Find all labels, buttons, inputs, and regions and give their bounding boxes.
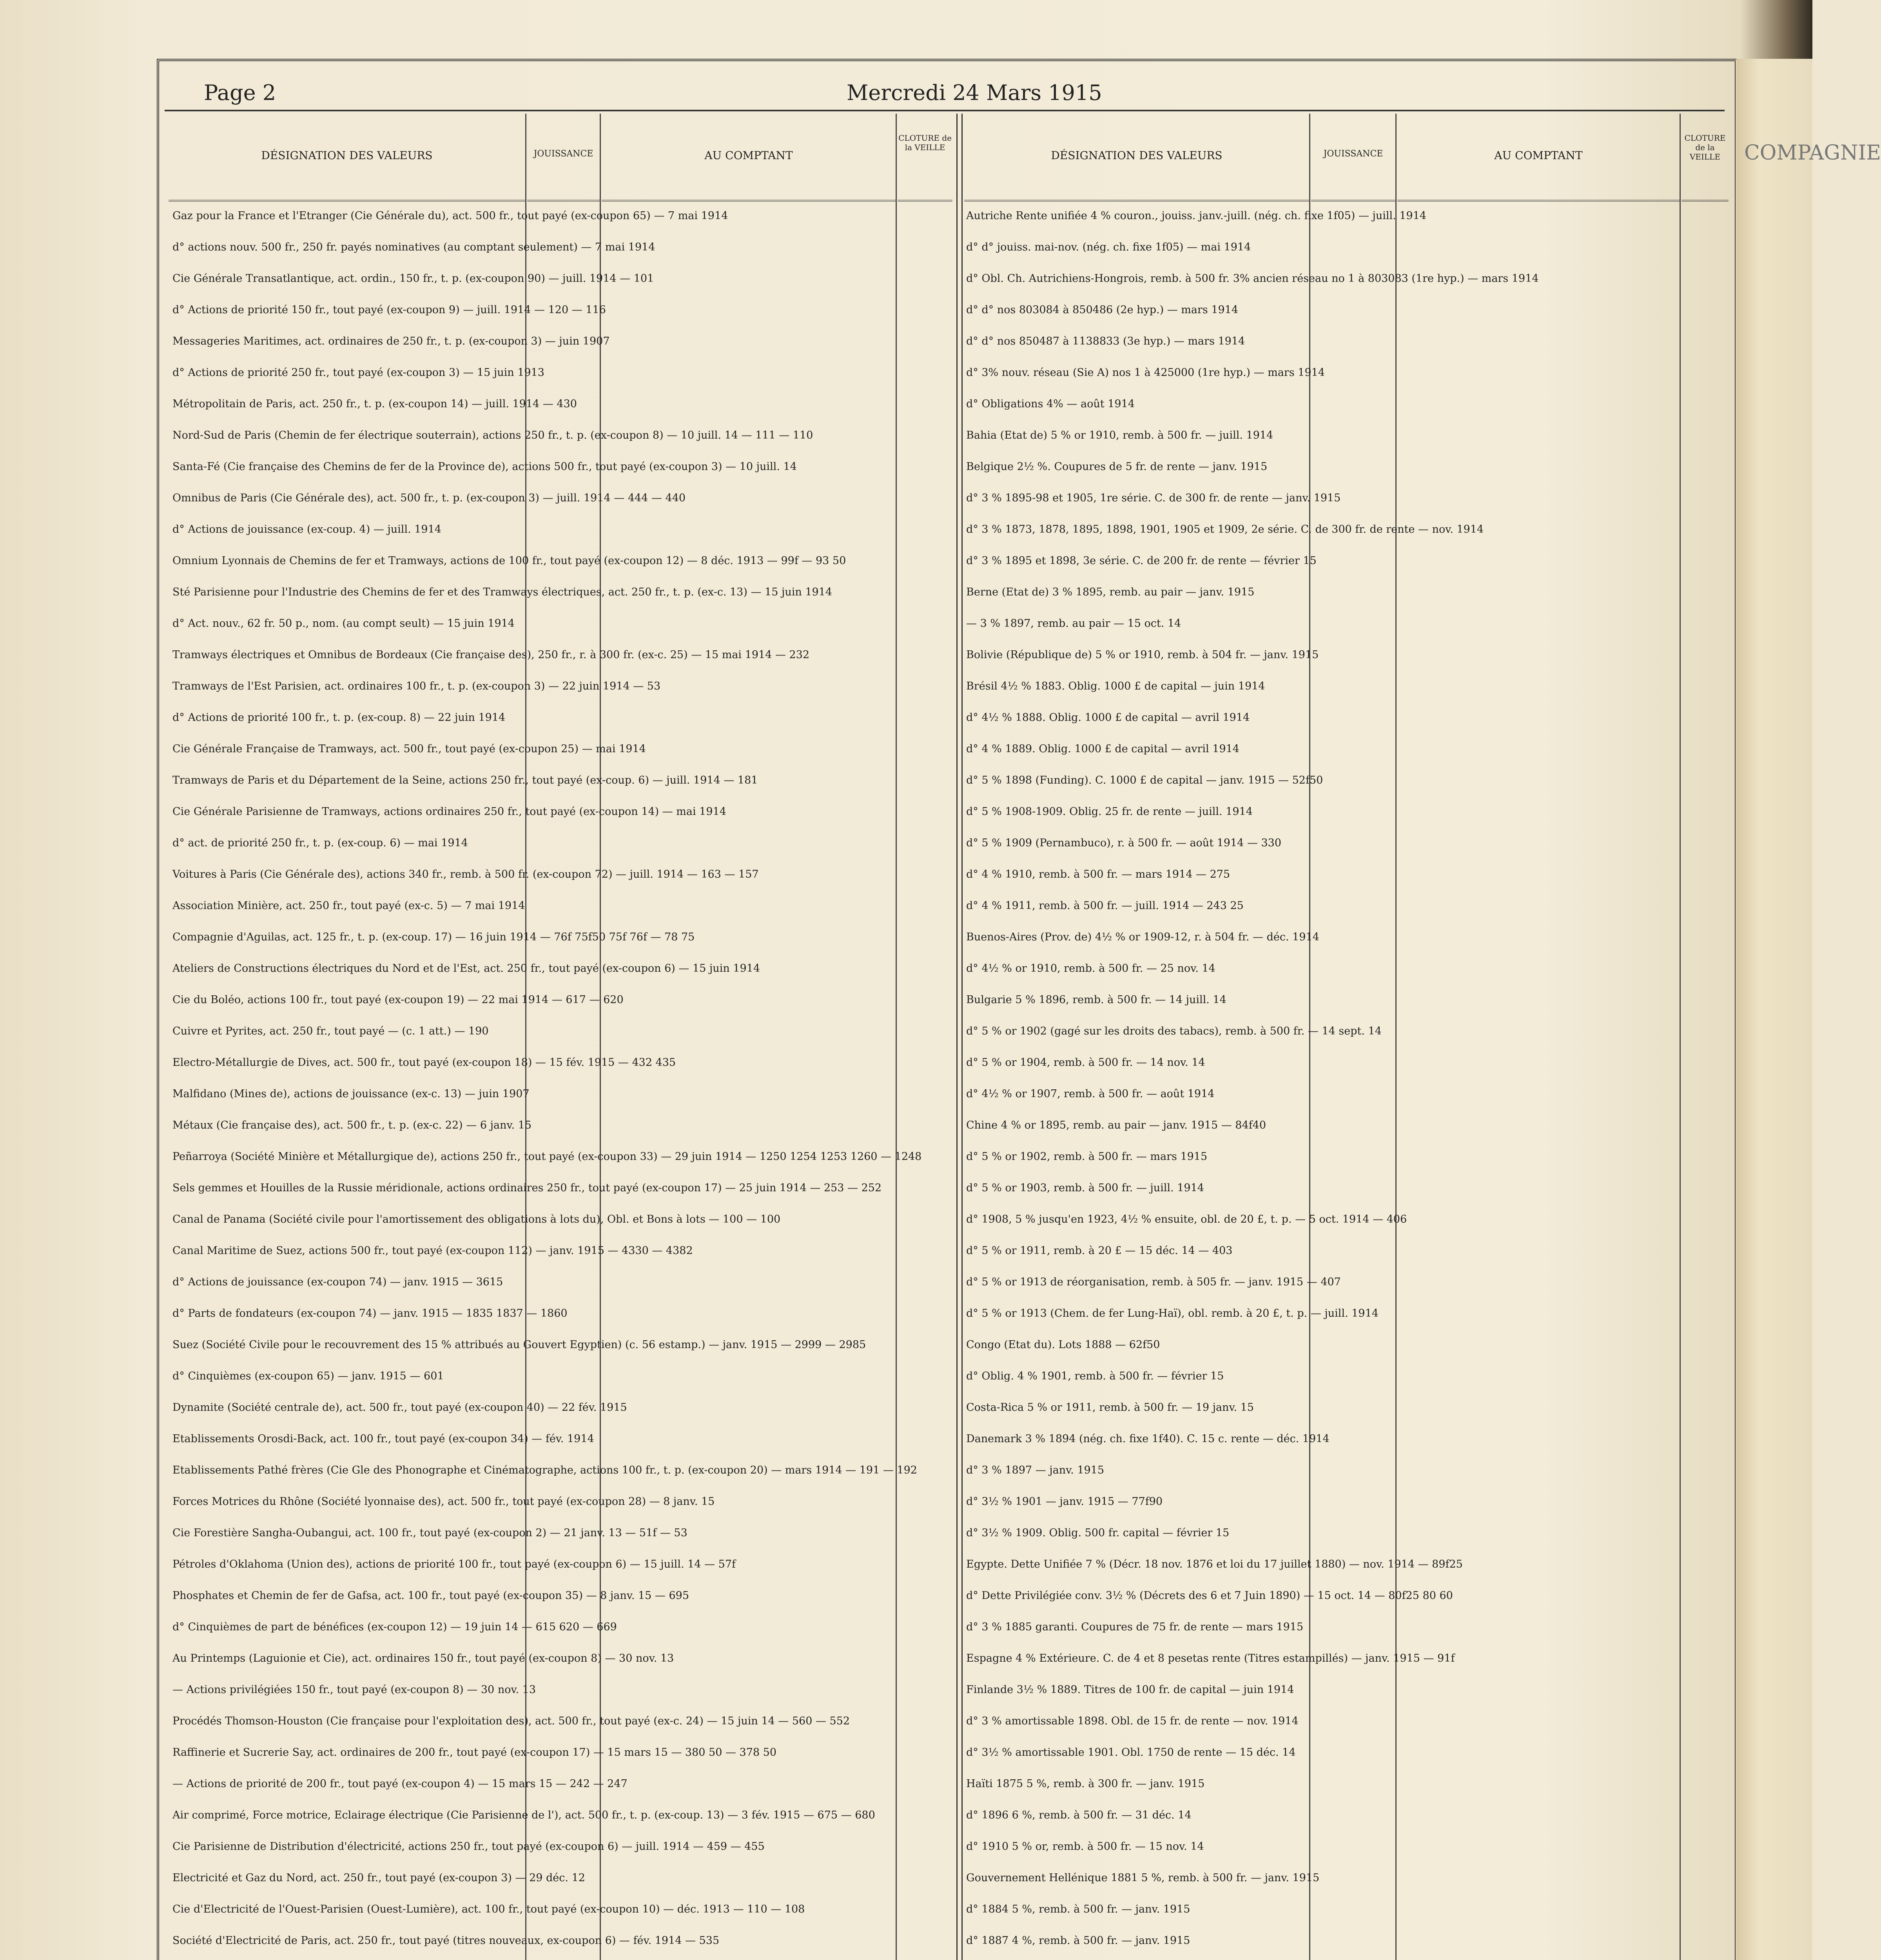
listing-row: d° 4 % 1889. Oblig. 1000 £ de capital — avril 1914 [966, 743, 1239, 755]
listing-row: Association Minière, act. 250 fr., tout payé (ex-c. 5) — 7 mai 1914 [172, 900, 525, 912]
listing-row: d° Obligations 4% — août 1914 [966, 398, 1135, 410]
listing-row: Autriche Rente unifiée 4 % couron., jouiss. janv.-juill. (nég. ch. fixe 1f05) — juill. 1914 [966, 210, 1427, 222]
listing-row: Métropolitain de Paris, act. 250 fr., t. p. (ex-coupon 14) — juill. 1914 — 430 [172, 398, 577, 410]
listing-row: Santa-Fé (Cie française des Chemins de fer de la Province de), actions 500 fr., tout payé (ex-coupon 3) — 10 juill. 14 [172, 461, 797, 473]
listing-row: Au Printemps (Laguionie et Cie), act. ordinaires 150 fr., tout payé (ex-coupon 8) — 30 nov. 13 [172, 1652, 674, 1664]
listing-row: Procédés Thomson-Houston (Cie française pour l'exploitation des), act. 500 fr., tout payé (ex-c. 24) — 15 juin 14 — 560 — 552 [172, 1715, 850, 1727]
listing-row: d° actions nouv. 500 fr., 250 fr. payés nominatives (au comptant seulement) — 7 mai 1914 [172, 241, 655, 253]
listing-row: d° d° nos 850487 à 1138833 (3e hyp.) — mars 1914 [966, 335, 1245, 347]
listing-row: d° 3½ % 1909. Oblig. 500 fr. capital — février 15 [966, 1527, 1230, 1539]
adjacent-page-edge [1736, 59, 1881, 1960]
listing-row: Bolivie (République de) 5 % or 1910, remb. à 504 fr. — janv. 1915 [966, 649, 1319, 661]
right-listing [966, 208, 1723, 1960]
listing-row: d° 5 % 1898 (Funding). C. 1000 £ de capital — janv. 1915 — 52f50 [966, 774, 1323, 786]
page-header [165, 78, 1725, 111]
listing-row: Berne (Etat de) 3 % 1895, remb. au pair — janv. 1915 [966, 586, 1255, 598]
listing-row: d° Oblig. 4 % 1901, remb. à 500 fr. — février 15 [966, 1370, 1224, 1382]
listing-row: Egypte. Dette Unifiée 7 % (Décr. 18 nov. 1876 et loi du 17 juillet 1880) — nov. 1914 — 89f25 [966, 1558, 1463, 1570]
listing-row: d° Act. nouv., 62 fr. 50 p., nom. (au compt seult) — 15 juin 1914 [172, 617, 515, 630]
listing-row: Tramways de l'Est Parisien, act. ordinaires 100 fr., t. p. (ex-coupon 3) — 22 juin 1914 — 53 [172, 680, 661, 692]
listing-row: Canal de Panama (Société civile pour l'amortissement des obligations à lots du), Obl. et Bons à lots — 100 — 100 [172, 1213, 781, 1225]
listing-row: d° d° jouiss. mai-nov. (nég. ch. fixe 1f05) — mai 1914 [966, 241, 1251, 253]
listing-row: Cie Générale Française de Tramways, act. 500 fr., tout payé (ex-coupon 25) — mai 1914 [172, 743, 646, 755]
listing-row: d° 1887 4 %, remb. à 500 fr. — janv. 1915 [966, 1935, 1190, 1947]
listing-row: Forces Motrices du Rhône (Société lyonnaise des), act. 500 fr., tout payé (ex-coupon 28) — 8 janv. 15 [172, 1495, 715, 1508]
listing-row: — Actions privilégiées 150 fr., tout payé (ex-coupon 8) — 30 nov. 13 [172, 1684, 536, 1696]
adjacent-page-title: COMPAGNIE [1744, 141, 1881, 165]
issue-date: Mercredi 24 Mars 1915 [847, 80, 1102, 105]
listing-row: d° 1896 6 %, remb. à 500 fr. — 31 déc. 14 [966, 1809, 1192, 1821]
listing-row: Cuivre et Pyrites, act. 250 fr., tout payé — (c. 1 att.) — 190 [172, 1025, 489, 1037]
listing-row: Peñarroya (Société Minière et Métallurgique de), actions 250 fr., tout payé (ex-coupon 33) — 29 juin 1914 — 1250 1254 1253 1260 — 1248 [172, 1151, 922, 1163]
listing-row: Ateliers de Constructions électriques du Nord et de l'Est, act. 250 fr., tout payé (ex-coupon 6) — 15 juin 1914 [172, 962, 760, 975]
listing-row: Cie Parisienne de Distribution d'électricité, actions 250 fr., tout payé (ex-coupon 6) — juill. 1914 — 459 — 455 [172, 1840, 765, 1853]
listing-row: d° 5 % or 1902, remb. à 500 fr. — mars 1915 [966, 1151, 1208, 1163]
listing-row: Etablissements Pathé frères (Cie Gle des Phonographe et Cinématographe, actions 100 fr., t. p. (ex-coupon 20) — mars 1914 — 191 — 192 [172, 1464, 917, 1476]
listing-row: d° 5 % or 1911, remb. à 20 £ — 15 déc. 14 — 403 [966, 1245, 1233, 1257]
listing-row: d° 5 % 1909 (Pernambuco), r. à 500 fr. — août 1914 — 330 [966, 837, 1282, 849]
listing-row: Cie Forestière Sangha-Oubangui, act. 100 fr., tout payé (ex-coupon 2) — 21 janv. 13 — 51f — 53 [172, 1527, 687, 1539]
listing-row: Cie du Boléo, actions 100 fr., tout payé (ex-coupon 19) — 22 mai 1914 — 617 — 620 [172, 994, 624, 1006]
listing-row: Belgique 2½ %. Coupures de 5 fr. de rente — janv. 1915 [966, 461, 1268, 473]
listing-row: Suez (Société Civile pour le recouvrement des 15 % attribués au Gouvert Egyptien) (c. 56 estamp.) — janv. 1915 — 2999 — 2985 [172, 1339, 866, 1351]
listing-row: Société d'Electricité de Paris, act. 250 fr., tout payé (titres nouveaux, ex-coupon 6) — fév. 1914 — 535 [172, 1935, 720, 1947]
right-col-comptant: AU COMPTANT [1397, 114, 1680, 201]
left-col-cloture: CLOTURE de la VEILLE [898, 114, 952, 201]
listing-row: Air comprimé, Force motrice, Eclairage électrique (Cie Parisienne de l'), act. 500 fr., t. p. (ex-coup. 13) — 3 fév. 1915 — 675 — 680 [172, 1809, 875, 1821]
listing-row: d° 3 % 1873, 1878, 1895, 1898, 1901, 1905 et 1909, 2e série. C. de 300 fr. de rente — nov. 1914 [966, 523, 1484, 535]
listing-row: d° 5 % or 1902 (gagé sur les droits des tabacs), remb. à 500 fr. — 14 sept. 14 [966, 1025, 1382, 1037]
left-col-comptant: AU COMPTANT [602, 114, 896, 201]
listing-row: d° 5 % or 1913 de réorganisation, remb. à 505 fr. — janv. 1915 — 407 [966, 1276, 1341, 1288]
listing-row: Bulgarie 5 % 1896, remb. à 500 fr. — 14 juill. 14 [966, 994, 1226, 1006]
listing-row: Cie d'Electricité de l'Ouest-Parisien (Ouest-Lumière), act. 100 fr., tout payé (ex-coupon 10) — déc. 1913 — 110 — 108 [172, 1903, 805, 1915]
listing-row: Sels gemmes et Houilles de la Russie méridionale, actions ordinaires 250 fr., tout payé (ex-coupon 17) — 25 juin 1914 — 253 — 252 [172, 1182, 882, 1194]
listing-row: Tramways électriques et Omnibus de Bordeaux (Cie française des), 250 fr., r. à 300 fr. (ex-c. 25) — 15 mai 1914 — 232 [172, 649, 810, 661]
listing-row: Gaz pour la France et l'Etranger (Cie Générale du), act. 500 fr., tout payé (ex-coupon 65) — 7 mai 1914 [172, 210, 728, 222]
listing-row: d° Obl. Ch. Autrichiens-Hongrois, remb. à 500 fr. 3% ancien réseau no 1 à 803083 (1re hyp.) — mars 1914 [966, 272, 1539, 285]
left-col-jouissance: JOUISSANCE [527, 114, 600, 201]
listing-row: d° 5 % or 1903, remb. à 500 fr. — juill. 1914 [966, 1182, 1204, 1194]
listing-row: d° 4½ % or 1910, remb. à 500 fr. — 25 nov. 14 [966, 962, 1215, 975]
listing-row: d° 3 % amortissable 1898. Obl. de 15 fr. de rente — nov. 1914 [966, 1715, 1299, 1727]
listing-row: Sté Parisienne pour l'Industrie des Chemins de fer et des Tramways électriques, act. 250 fr., t. p. (ex-c. 13) — 15 juin 1914 [172, 586, 833, 598]
listing-row: Danemark 3 % 1894 (nég. ch. fixe 1f40). C. 15 c. rente — déc. 1914 [966, 1433, 1330, 1445]
listing-row: Omnium Lyonnais de Chemins de fer et Tramways, actions de 100 fr., tout payé (ex-coupon 12) — 8 déc. 1913 — 99f — 93 50 [172, 555, 846, 567]
listing-row: Omnibus de Paris (Cie Générale des), act. 500 fr., t. p. (ex-coupon 3) — juill. 1914 — 444 — 440 [172, 492, 686, 504]
listing-row: d° act. de priorité 250 fr., t. p. (ex-coup. 6) — mai 1914 [172, 837, 468, 849]
listing-row: Phosphates et Chemin de fer de Gafsa, act. 100 fr., tout payé (ex-coupon 35) — 8 janv. 15 — 695 [172, 1590, 689, 1602]
listing-row: d° Actions de priorité 250 fr., tout payé (ex-coupon 3) — 15 juin 1913 [172, 367, 544, 379]
listing-row: Bahia (Etat de) 5 % or 1910, remb. à 500 fr. — juill. 1914 [966, 429, 1273, 441]
listing-row: d° 3% nouv. réseau (Sie A) nos 1 à 425000 (1re hyp.) — mars 1914 [966, 367, 1325, 379]
listing-row: d° 3 % 1897 — janv. 1915 [966, 1464, 1105, 1476]
listing-row: Tramways de Paris et du Département de la Seine, actions 250 fr., tout payé (ex-coup. 6) — juill. 1914 — 181 [172, 774, 758, 786]
left-listing [172, 208, 949, 1960]
listing-row: d° Actions de jouissance (ex-coupon 74) — janv. 1915 — 3615 [172, 1276, 503, 1288]
listing-row: d° 3½ % amortissable 1901. Obl. 1750 de rente — 15 déc. 14 [966, 1746, 1296, 1759]
listing-row: Brésil 4½ % 1883. Oblig. 1000 £ de capital — juin 1914 [966, 680, 1265, 692]
listing-row: Etablissements Orosdi-Back, act. 100 fr., tout payé (ex-coupon 34) — fév. 1914 [172, 1433, 594, 1445]
listing-row: Messageries Maritimes, act. ordinaires de 250 fr., t. p. (ex-coupon 3) — juin 1907 [172, 335, 610, 347]
listing-row: d° 1884 5 %, remb. à 500 fr. — janv. 1915 [966, 1903, 1190, 1915]
listing-row: Cie Générale Parisienne de Tramways, actions ordinaires 250 fr., tout payé (ex-coupon 14) — mai 1914 [172, 806, 726, 818]
listing-row: Finlande 3½ % 1889. Titres de 100 fr. de capital — juin 1914 [966, 1684, 1294, 1696]
listing-row: Electro-Métallurgie de Dives, act. 500 fr., tout payé (ex-coupon 18) — 15 fév. 1915 — 432 435 [172, 1056, 676, 1069]
listing-row: d° Actions de priorité 100 fr., t. p. (ex-coup. 8) — 22 juin 1914 [172, 711, 506, 724]
listing-row: Costa-Rica 5 % or 1911, remb. à 500 fr. — 19 janv. 15 [966, 1401, 1254, 1414]
listing-row: d° Cinquièmes (ex-coupon 65) — janv. 1915 — 601 [172, 1370, 444, 1382]
listing-row: d° 5 % or 1913 (Chem. de fer Lung-Haï), obl. remb. à 20 £, t. p. — juill. 1914 [966, 1307, 1379, 1319]
left-col-designation: DÉSIGNATION DES VALEURS [169, 114, 525, 201]
listing-row: Malfidano (Mines de), actions de jouissance (ex-c. 13) — juin 1907 [172, 1088, 530, 1100]
listing-row: d° Dette Privilégiée conv. 3½ % (Décrets des 6 et 7 Juin 1890) — 15 oct. 14 — 80f25 80 60 [966, 1590, 1453, 1602]
listing-row: d° Actions de priorité 150 fr., tout payé (ex-coupon 9) — juill. 1914 — 120 — 116 [172, 304, 606, 316]
listing-row: d° Cinquièmes de part de bénéfices (ex-coupon 12) — 19 juin 14 — 615 620 — 669 [172, 1621, 617, 1633]
listing-row: d° 5 % or 1904, remb. à 500 fr. — 14 nov. 14 [966, 1056, 1205, 1069]
listing-row: — 3 % 1897, remb. au pair — 15 oct. 14 [966, 617, 1181, 630]
listing-row: Congo (Etat du). Lots 1888 — 62f50 [966, 1339, 1160, 1351]
listing-row: d° 3 % 1885 garanti. Coupures de 75 fr. de rente — mars 1915 [966, 1621, 1304, 1633]
listing-row: Cie Générale Transatlantique, act. ordin., 150 fr., t. p. (ex-coupon 90) — juill. 1914 — 101 [172, 272, 654, 285]
right-col-jouissance: JOUISSANCE [1311, 114, 1395, 201]
right-col-cloture: CLOTURE de la VEILLE [1681, 114, 1729, 201]
listing-row: Métaux (Cie française des), act. 500 fr., t. p. (ex-c. 22) — 6 janv. 15 [172, 1119, 532, 1131]
listing-row: d° 4½ % or 1907, remb. à 500 fr. — août 1914 [966, 1088, 1215, 1100]
listing-row: Chine 4 % or 1895, remb. au pair — janv. 1915 — 84f40 [966, 1119, 1266, 1131]
page-number: Page 2 [204, 80, 276, 105]
listing-row: d° 4 % 1910, remb. à 500 fr. — mars 1914 — 275 [966, 868, 1230, 880]
listing-row: d° Parts de fondateurs (ex-coupon 74) — janv. 1915 — 1835 1837 — 1860 [172, 1307, 568, 1319]
listing-row: Compagnie d'Aguilas, act. 125 fr., t. p. (ex-coup. 17) — 16 juin 1914 — 76f 75f50 75f 76f — 78 75 [172, 931, 695, 943]
listing-row: Espagne 4 % Extérieure. C. de 4 et 8 pesetas rente (Titres estampillés) — janv. 1915 — 91f [966, 1652, 1455, 1664]
listing-row: Electricité et Gaz du Nord, act. 250 fr., tout payé (ex-coupon 3) — 29 déc. 12 [172, 1872, 585, 1884]
listing-row: Gouvernement Hellénique 1881 5 %, remb. à 500 fr. — janv. 1915 [966, 1872, 1320, 1884]
listing-row: d° 1908, 5 % jusqu'en 1923, 4½ % ensuite, obl. de 20 £, t. p. — 5 oct. 1914 — 406 [966, 1213, 1407, 1225]
listing-row: d° d° nos 803084 à 850486 (2e hyp.) — mars 1914 [966, 304, 1239, 316]
listing-row: d° 3½ % 1901 — janv. 1915 — 77f90 [966, 1495, 1163, 1508]
listing-row: Pétroles d'Oklahoma (Union des), actions de priorité 100 fr., tout payé (ex-coupon 6) — 15 juill. 14 — 57f [172, 1558, 736, 1570]
listing-row: d° 3 % 1895 et 1898, 3e série. C. de 200 fr. de rente — février 15 [966, 555, 1317, 567]
listing-row: Dynamite (Société centrale de), act. 500 fr., tout payé (ex-coupon 40) — 22 fév. 1915 [172, 1401, 627, 1414]
right-col-designation: DÉSIGNATION DES VALEURS [964, 114, 1309, 201]
listing-row: Buenos-Aires (Prov. de) 4½ % or 1909-12, r. à 504 fr. — déc. 1914 [966, 931, 1319, 943]
column-separator [956, 114, 963, 1960]
listing-row: d° Actions de jouissance (ex-coup. 4) — juill. 1914 [172, 523, 441, 535]
listing-row: Haïti 1875 5 %, remb. à 300 fr. — janv. 1915 [966, 1778, 1205, 1790]
listing-row: Voitures à Paris (Cie Générale des), actions 340 fr., remb. à 500 fr. (ex-coupon 72) — juill. 1914 — 163 — 157 [172, 868, 759, 880]
listing-row: Raffinerie et Sucrerie Say, act. ordinaires de 200 fr., tout payé (ex-coupon 17) — 15 mars 15 — 380 50 — 378 50 [172, 1746, 777, 1759]
listing-row: Canal Maritime de Suez, actions 500 fr., tout payé (ex-coupon 112) — janv. 1915 — 4330 — 4382 [172, 1245, 693, 1257]
listing-row: d° 5 % 1908-1909. Oblig. 25 fr. de rente — juill. 1914 [966, 806, 1253, 818]
listing-row: d° 1910 5 % or, remb. à 500 fr. — 15 nov. 14 [966, 1840, 1204, 1853]
listing-row: — Actions de priorité de 200 fr., tout payé (ex-coupon 4) — 15 mars 15 — 242 — 247 [172, 1778, 628, 1790]
listing-row: d° 4 % 1911, remb. à 500 fr. — juill. 1914 — 243 25 [966, 900, 1244, 912]
listing-row: d° 4½ % 1888. Oblig. 1000 £ de capital — avril 1914 [966, 711, 1250, 724]
listing-row: d° 3 % 1895-98 et 1905, 1re série. C. de 300 fr. de rente — janv. 1915 [966, 492, 1341, 504]
listing-row: Nord-Sud de Paris (Chemin de fer électrique souterrain), actions 250 fr., t. p. (ex-coupon 8) — 10 juill. 14 — 111 — 110 [172, 429, 813, 441]
